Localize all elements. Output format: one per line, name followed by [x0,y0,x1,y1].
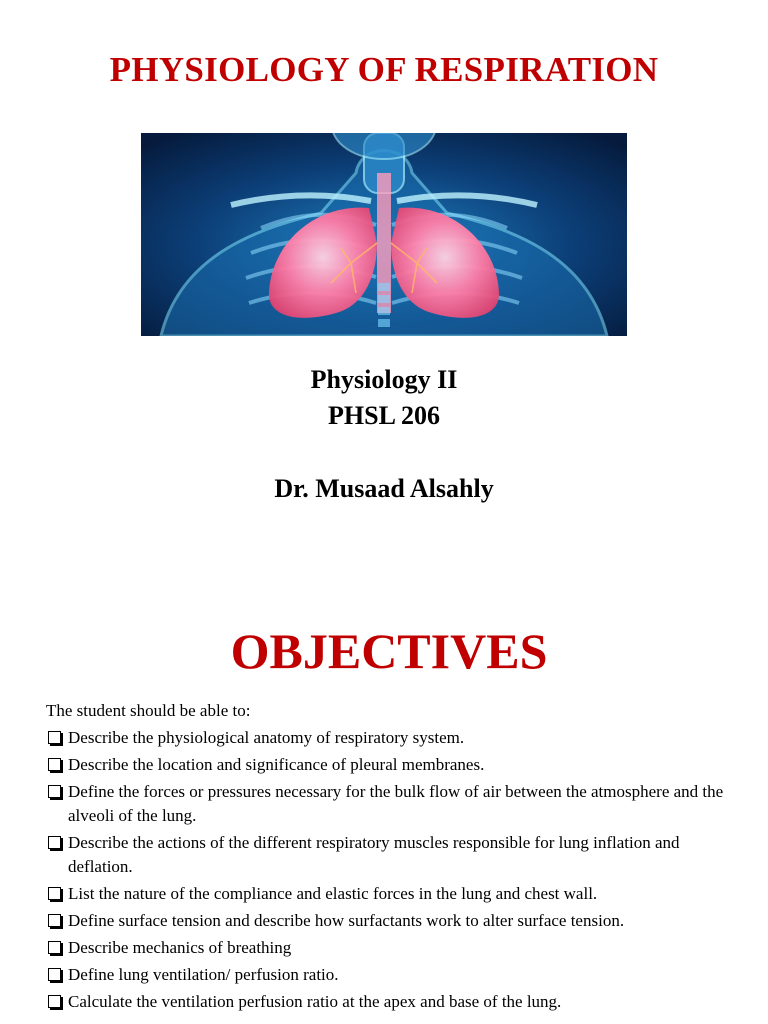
checkbox-bullet-icon [48,995,61,1008]
checkbox-bullet-icon [48,968,61,981]
course-code: PHSL 206 [328,401,440,430]
checkbox-bullet-icon [48,758,61,771]
checkbox-bullet-icon [48,836,61,849]
checkbox-bullet-icon [48,914,61,927]
checkbox-bullet-icon [48,731,61,744]
list-item: List the nature of the compliance and elastic forces in the lung and chest wall. [46,882,736,906]
list-item: Define the forces or pressures necessary for the bulk flow of air between the atmosphere and the alveoli of the lung. [46,780,736,828]
list-item: Define lung ventilation/ perfusion ratio. [46,963,736,987]
checkbox-bullet-icon [48,941,61,954]
course-name: Physiology II [310,365,458,394]
objectives-list [46,726,736,1017]
list-item: Describe mechanics of breathing [46,936,736,960]
list-item: Describe the physiological anatomy of respiratory system. [46,726,736,750]
list-item: Describe the actions of the different respiratory muscles responsible for lung inflation and deflation. [46,831,736,879]
list-item: Describe the location and significance of pleural membranes. [46,753,736,777]
list-item: Calculate the ventilation perfusion ratio at the apex and base of the lung. [46,990,736,1014]
objectives-intro: The student should be able to: [46,701,251,720]
page-title: PHYSIOLOGY OF RESPIRATION [109,50,659,89]
instructor-name: Dr. Musaad Alsahly [274,474,494,503]
lungs-xray-image [141,133,627,336]
checkbox-bullet-icon [48,785,61,798]
list-item: Define surface tension and describe how surfactants work to alter surface tension. [46,909,736,933]
checkbox-bullet-icon [48,887,61,900]
objectives-heading: OBJECTIVES [230,623,548,679]
